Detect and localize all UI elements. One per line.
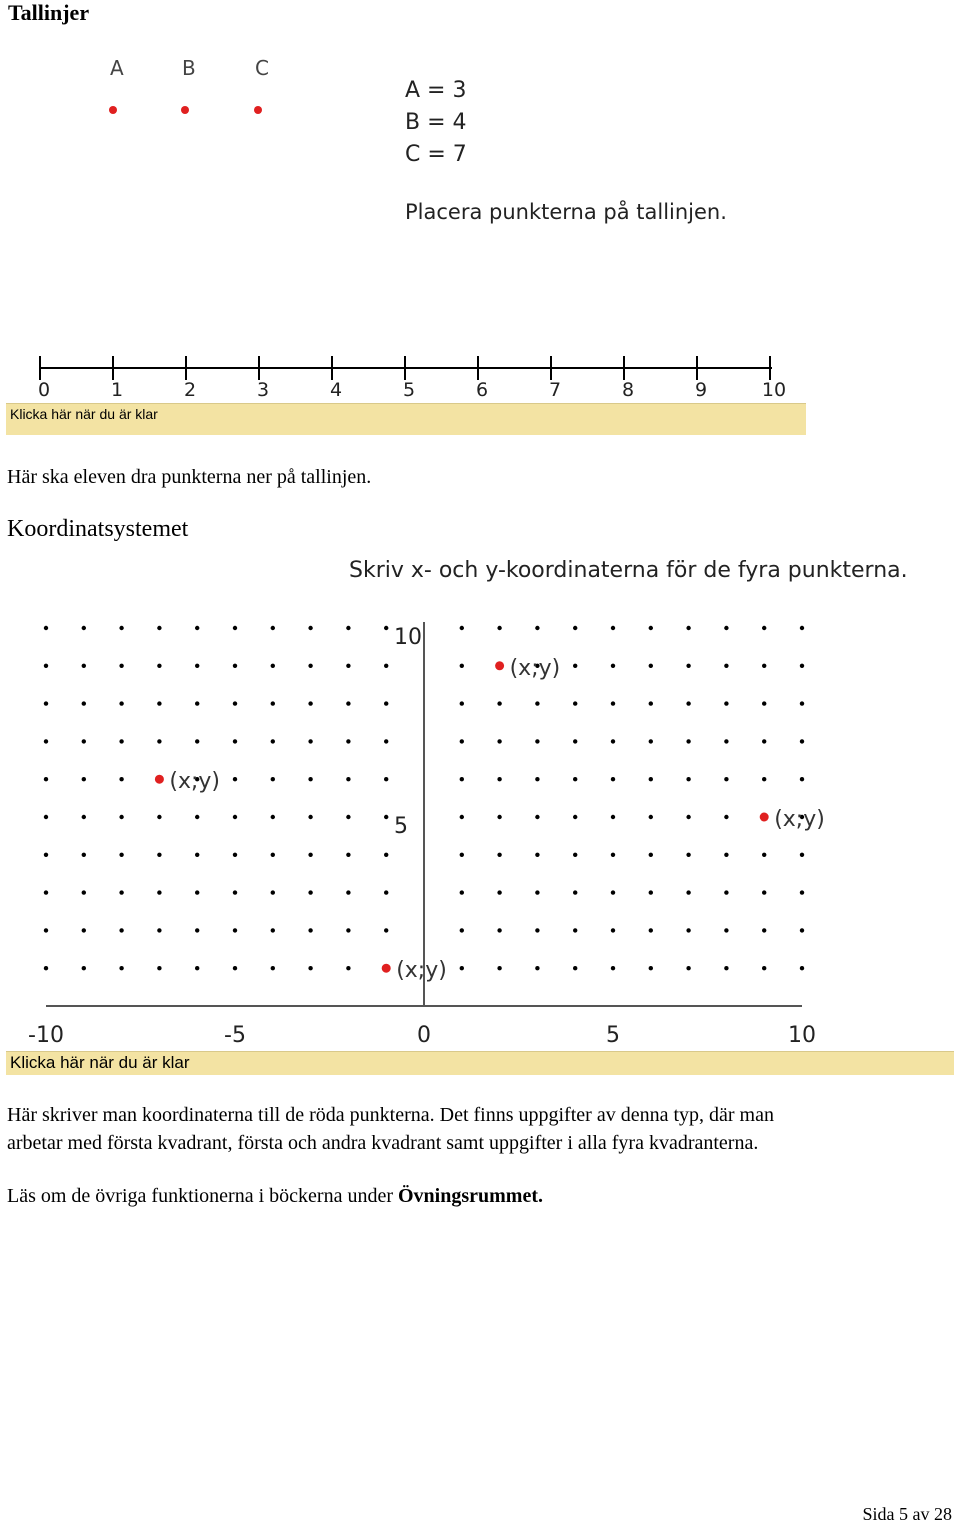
number-line-tick-label: 8	[621, 379, 635, 401]
grid-dot	[724, 664, 728, 668]
grid-dot	[233, 777, 237, 781]
grid-dot	[308, 853, 312, 857]
grid-dot	[195, 890, 199, 894]
number-line-tick-label: 2	[183, 379, 197, 401]
grid-dot	[497, 890, 501, 894]
grid-dot	[119, 701, 123, 705]
grid-dot	[800, 853, 804, 857]
grid-dot	[573, 853, 577, 857]
grid-dot	[497, 777, 501, 781]
grid-dot	[44, 739, 48, 743]
red-point	[760, 813, 769, 822]
grid-dot	[762, 777, 766, 781]
grid-dot	[119, 664, 123, 668]
grid-dot	[233, 739, 237, 743]
x-tick-label: -5	[224, 1023, 246, 1048]
grid-dot	[44, 777, 48, 781]
red-point	[155, 775, 164, 784]
equation-a: A = 3	[405, 78, 467, 103]
ovningsrummet-link: Övningsrummet.	[397, 1185, 543, 1207]
grid-dot	[82, 701, 86, 705]
grid-dot	[686, 853, 690, 857]
grid-dot	[460, 701, 464, 705]
page-heading: Tallinjer	[8, 0, 90, 25]
grid-dot	[82, 966, 86, 970]
grid-dot	[460, 739, 464, 743]
grid-dot	[44, 853, 48, 857]
grid-dot	[346, 815, 350, 819]
grid-dot	[195, 853, 199, 857]
grid-dot	[384, 815, 388, 819]
grid-dot	[724, 815, 728, 819]
paragraph-more-text: Läs om de övriga funktionerna i böckerna under	[7, 1185, 398, 1207]
grid-dot	[346, 928, 350, 932]
grid-dot	[271, 928, 275, 932]
section-title: Koordinatsystemet	[7, 516, 189, 542]
grid-dot	[157, 815, 161, 819]
number-line-tick-label: 1	[110, 379, 124, 401]
grid-dot	[119, 777, 123, 781]
grid-dot	[271, 664, 275, 668]
paragraph-number-line: Här ska eleven dra punkterna ner på tallinjen.	[7, 466, 372, 488]
grid-dot	[384, 890, 388, 894]
grid-dot	[82, 626, 86, 630]
grid-dot	[233, 966, 237, 970]
coordinate-input-label[interactable]: (x;y)	[509, 655, 561, 681]
grid-dot	[800, 777, 804, 781]
coordinate-input-label[interactable]: (x;y)	[396, 958, 447, 984]
equation-b: B = 4	[405, 110, 467, 135]
grid-dot	[195, 664, 199, 668]
grid-dot	[611, 777, 615, 781]
grid-dot	[233, 701, 237, 705]
grid-dot	[346, 664, 350, 668]
draggable-point-c[interactable]	[254, 106, 262, 114]
grid-dot	[233, 626, 237, 630]
grid-dot	[82, 777, 86, 781]
number-line-tick-label: 5	[402, 379, 416, 401]
grid-dot	[384, 777, 388, 781]
grid-dot	[157, 701, 161, 705]
grid-dot	[44, 815, 48, 819]
grid-dot	[119, 626, 123, 630]
grid-dot	[82, 928, 86, 932]
coordinate-input-label[interactable]: (x;y)	[169, 769, 221, 795]
x-tick-label: -10	[28, 1023, 64, 1048]
number-line-tick-label: 9	[694, 379, 708, 401]
grid-dot	[573, 626, 577, 630]
grid-dot	[573, 966, 577, 970]
draggable-points[interactable]	[0, 0, 960, 130]
grid-dot	[119, 890, 123, 894]
y-tick-label: 5	[394, 814, 408, 839]
point-label-c: C	[255, 56, 269, 80]
grid-dot	[384, 853, 388, 857]
grid-dot	[346, 626, 350, 630]
grid-dot	[762, 626, 766, 630]
grid-dot	[649, 853, 653, 857]
grid-dot	[649, 890, 653, 894]
grid-dot	[724, 626, 728, 630]
grid-dot	[573, 815, 577, 819]
grid-dot	[119, 739, 123, 743]
grid-dot	[800, 739, 804, 743]
grid-dot	[649, 739, 653, 743]
number-line-tick-label: 7	[548, 379, 562, 401]
grid-dot	[308, 701, 312, 705]
number-line-tick-label: 10	[761, 379, 787, 401]
grid-dot	[649, 815, 653, 819]
grid-dot	[649, 966, 653, 970]
grid-dot	[686, 664, 690, 668]
grid-dot	[686, 928, 690, 932]
grid-dot	[686, 890, 690, 894]
red-point	[495, 661, 504, 670]
grid-dot	[233, 815, 237, 819]
grid-dot	[535, 966, 539, 970]
grid-dot	[82, 739, 86, 743]
grid-dot	[535, 739, 539, 743]
grid-dot	[762, 928, 766, 932]
grid-dot	[233, 928, 237, 932]
grid-dot	[157, 928, 161, 932]
grid-dot	[573, 739, 577, 743]
grid-dot	[271, 853, 275, 857]
grid-dot	[611, 966, 615, 970]
grid-dot	[82, 664, 86, 668]
grid-dot	[573, 890, 577, 894]
draggable-point-b[interactable]	[181, 106, 189, 114]
grid-dot	[535, 626, 539, 630]
number-line-tick-label: 4	[329, 379, 343, 401]
grid-dot	[611, 739, 615, 743]
grid-dot	[497, 928, 501, 932]
grid-dot	[119, 966, 123, 970]
grid-dot	[535, 890, 539, 894]
grid-dot	[384, 928, 388, 932]
x-tick-label: 0	[417, 1023, 431, 1048]
grid-dot	[573, 928, 577, 932]
grid-dot	[460, 928, 464, 932]
grid-dot	[497, 739, 501, 743]
grid-dot	[724, 890, 728, 894]
grid-dot	[308, 777, 312, 781]
grid-dot	[497, 701, 501, 705]
grid-dot	[649, 701, 653, 705]
grid-dot	[195, 626, 199, 630]
grid-dot	[44, 966, 48, 970]
grid-dot	[308, 739, 312, 743]
equation-c: C = 7	[405, 142, 467, 167]
coordinate-done-button[interactable]: Klicka här när du är klar	[6, 1051, 954, 1075]
grid-dot	[800, 966, 804, 970]
point-label-a: A	[110, 56, 124, 80]
grid-dot	[535, 777, 539, 781]
grid-dot	[157, 890, 161, 894]
grid-dot	[800, 890, 804, 894]
grid-dot	[346, 966, 350, 970]
grid-dot	[157, 739, 161, 743]
grid-dot	[119, 928, 123, 932]
grid-dot	[346, 777, 350, 781]
grid-dot	[611, 664, 615, 668]
number-line[interactable]	[0, 340, 820, 405]
grid-dot	[384, 664, 388, 668]
grid-dot	[611, 928, 615, 932]
grid-dot	[535, 928, 539, 932]
grid-dot	[460, 815, 464, 819]
grid-dot	[535, 701, 539, 705]
grid-dot	[346, 739, 350, 743]
grid-dot	[611, 815, 615, 819]
grid-dot	[649, 664, 653, 668]
grid-dot	[649, 928, 653, 932]
number-line-tick-label: 0	[37, 379, 51, 401]
grid-dot	[611, 701, 615, 705]
grid-dot	[724, 701, 728, 705]
paragraph-coords-1: Här skriver man koordinaterna till de röda punkterna. Det finns uppgifter av denna typ, där man	[7, 1104, 774, 1126]
grid-dot	[800, 664, 804, 668]
grid-dot	[157, 626, 161, 630]
grid-dot	[460, 777, 464, 781]
grid-dot	[271, 966, 275, 970]
grid-dot	[271, 739, 275, 743]
grid-dot	[44, 664, 48, 668]
grid-dot	[497, 815, 501, 819]
grid-dot	[308, 626, 312, 630]
grid-dot	[44, 626, 48, 630]
grid-dot	[724, 853, 728, 857]
grid-dot	[724, 777, 728, 781]
grid-dot	[686, 966, 690, 970]
grid-dot	[82, 853, 86, 857]
grid-dot	[271, 626, 275, 630]
x-tick-label: 5	[606, 1023, 620, 1048]
grid-dot	[497, 966, 501, 970]
grid-dot	[762, 890, 766, 894]
grid-dot	[573, 701, 577, 705]
number-line-tick-label: 6	[475, 379, 489, 401]
grid-dot	[308, 890, 312, 894]
grid-dot	[497, 626, 501, 630]
draggable-point-a[interactable]	[109, 106, 117, 114]
grid-dot	[686, 777, 690, 781]
numberline-instruction: Placera punkterna på tallinjen.	[405, 200, 727, 224]
page-number: Sida 5 av 28	[862, 1504, 952, 1524]
grid-dot	[157, 664, 161, 668]
grid-dot	[800, 626, 804, 630]
grid-dot	[346, 890, 350, 894]
grid-dot	[497, 853, 501, 857]
paragraph-more	[7, 1185, 543, 1208]
grid-dot	[686, 701, 690, 705]
number-line-tick-label: 3	[256, 379, 270, 401]
grid-dot	[573, 664, 577, 668]
grid-dot	[535, 815, 539, 819]
grid-dot	[271, 890, 275, 894]
grid-dot	[384, 701, 388, 705]
grid-dot	[460, 853, 464, 857]
grid-dot	[195, 815, 199, 819]
grid-dot	[119, 815, 123, 819]
grid-dot	[686, 815, 690, 819]
grid-dot	[384, 739, 388, 743]
grid-dot	[308, 815, 312, 819]
grid-dot	[649, 626, 653, 630]
grid-dot	[157, 966, 161, 970]
grid-dot	[233, 853, 237, 857]
x-tick-label: 10	[788, 1023, 816, 1048]
grid-dot	[119, 853, 123, 857]
grid-dot	[308, 928, 312, 932]
grid-dot	[308, 966, 312, 970]
grid-dot	[82, 890, 86, 894]
grid-dot	[800, 701, 804, 705]
grid-dot	[649, 777, 653, 781]
grid-dot	[195, 701, 199, 705]
numberline-done-button[interactable]: Klicka här när du är klar	[6, 403, 806, 435]
grid-dot	[195, 966, 199, 970]
grid-dot	[44, 701, 48, 705]
grid-dot	[611, 853, 615, 857]
grid-dot	[271, 815, 275, 819]
grid-dot	[460, 966, 464, 970]
grid-dot	[762, 664, 766, 668]
grid-dot	[611, 890, 615, 894]
grid-dot	[346, 853, 350, 857]
grid-dot	[724, 966, 728, 970]
coordinate-instruction: Skriv x- och y-koordinaterna för de fyra punkterna.	[349, 558, 908, 583]
grid-dot	[686, 626, 690, 630]
coordinate-grid[interactable]	[0, 600, 960, 1050]
grid-dot	[157, 853, 161, 857]
grid-dot	[233, 664, 237, 668]
coordinate-input-label[interactable]: (x;y)	[774, 807, 825, 832]
red-point	[382, 964, 391, 973]
grid-dot	[346, 701, 350, 705]
grid-dot	[195, 739, 199, 743]
grid-dot	[762, 966, 766, 970]
grid-dot	[573, 777, 577, 781]
point-label-b: B	[182, 56, 196, 80]
grid-dot	[724, 739, 728, 743]
grid-dot	[44, 928, 48, 932]
paragraph-coords-2: arbetar med första kvadrant, första och andra kvadrant samt uppgifter i alla fyra kvadranterna.	[7, 1132, 759, 1154]
grid-dot	[308, 664, 312, 668]
grid-dot	[271, 701, 275, 705]
grid-dot	[460, 890, 464, 894]
grid-dot	[762, 701, 766, 705]
grid-dot	[611, 626, 615, 630]
grid-dot	[460, 664, 464, 668]
grid-dot	[762, 853, 766, 857]
grid-dot	[686, 739, 690, 743]
grid-dot	[82, 815, 86, 819]
grid-dot	[460, 626, 464, 630]
grid-dot	[800, 928, 804, 932]
grid-dot	[44, 890, 48, 894]
y-tick-label: 10	[394, 625, 422, 650]
grid-dot	[762, 739, 766, 743]
grid-dot	[195, 928, 199, 932]
grid-dot	[535, 853, 539, 857]
grid-dot	[271, 777, 275, 781]
grid-dot	[233, 890, 237, 894]
grid-dot	[724, 928, 728, 932]
grid-dot	[384, 626, 388, 630]
